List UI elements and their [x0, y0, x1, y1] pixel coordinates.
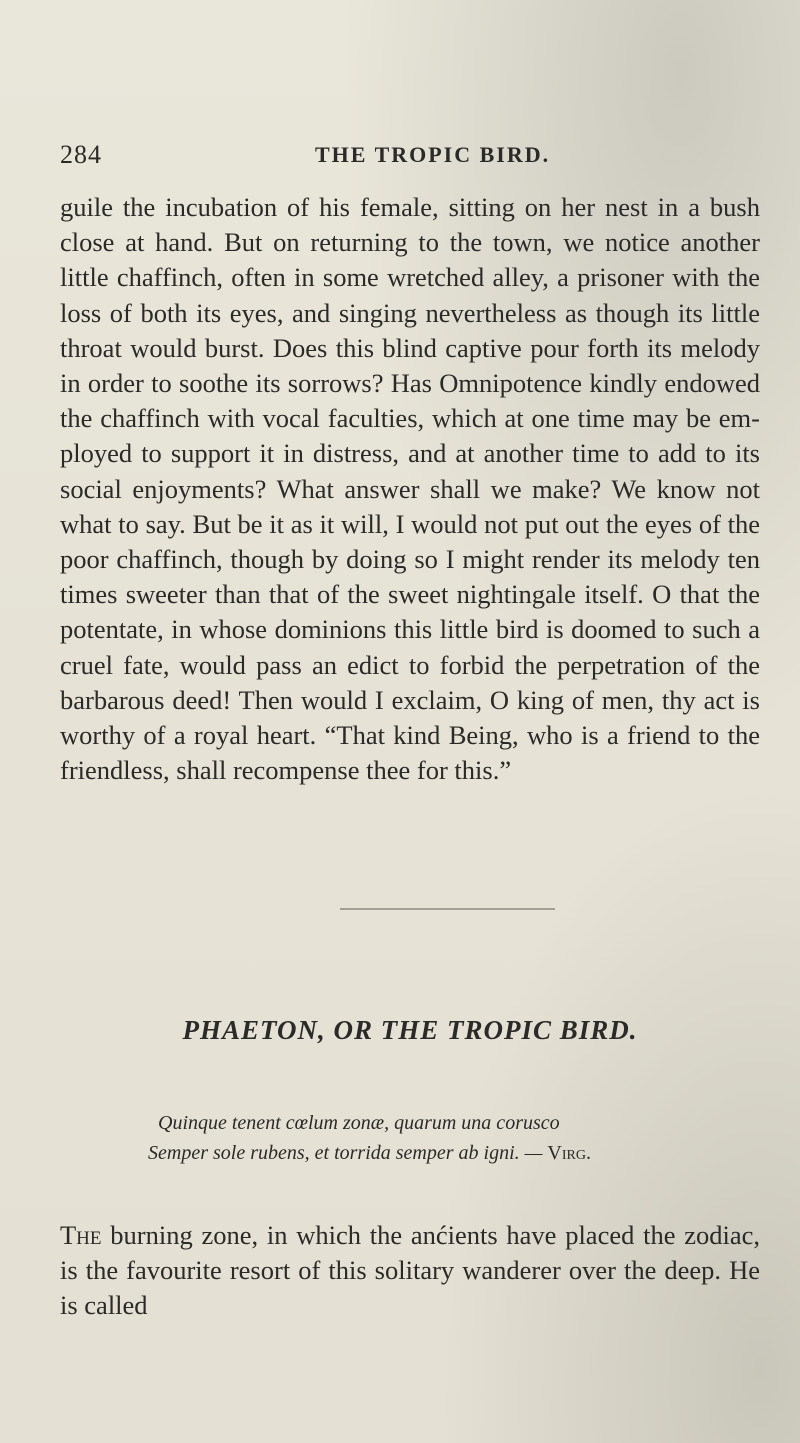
paragraph-text: guile the incubation of his female, sitting on her nest in a bush close at hand. But on returning to the town, we notice another little chaffinch, often in some wretched alley, a prisoner with the loss of both its eyes, and singing nevertheless as though its little throat would burst. Does this blind captive pour forth its melody in order to soothe its sorrows? Has Omnipotence kindly endowed the chaffinch with vocal faculties, which at one time may be em-ployed to support it in distress, and at another time to add to its social enjoyments? What answer shall we make? We know not what to say. But be it as it will, I would not put out the eyes of the poor chaffinch, though by doing so I might render its melody ten times sweeter than that of the sweet nightingale itself. O that the potentate, in whose dominions this little bird is doomed to such a cruel fate, would pass an edict to forbid the perpetration of the barbarous deed! Then would I exclaim, O king of men, thy act is worthy of a royal heart. “That kind Being, who is a friend to the friendless, shall recompense thee for this.” — [60, 192, 760, 786]
body-paragraph — [60, 190, 760, 788]
epigraph — [148, 1108, 778, 1168]
opening-text — [60, 1218, 760, 1324]
opening-first-word: The — [60, 1220, 102, 1250]
epigraph-line-2-text: Semper sole rubens, et torrida semper ab igni. — — [148, 1142, 543, 1164]
section-title: PHAETON, OR THE TROPIC BIRD. — [182, 1015, 638, 1045]
opening-rest: burning zone, in which the anćients have placed the zodiac, is the favourite resort of this solitary wanderer over the deep. He is called — [60, 1220, 760, 1321]
epigraph-line-2 — [148, 1138, 778, 1168]
section-divider — [340, 908, 555, 910]
page-number: 284 — [60, 140, 102, 169]
running-head — [60, 140, 760, 180]
epigraph-line-1: Quinque tenent cœlum zonæ, quarum una corusco — [158, 1112, 560, 1134]
running-title: THE TROPIC BIRD. — [315, 142, 551, 167]
epigraph-attribution: Virg. — [547, 1142, 591, 1164]
opening-paragraph — [60, 1218, 760, 1324]
